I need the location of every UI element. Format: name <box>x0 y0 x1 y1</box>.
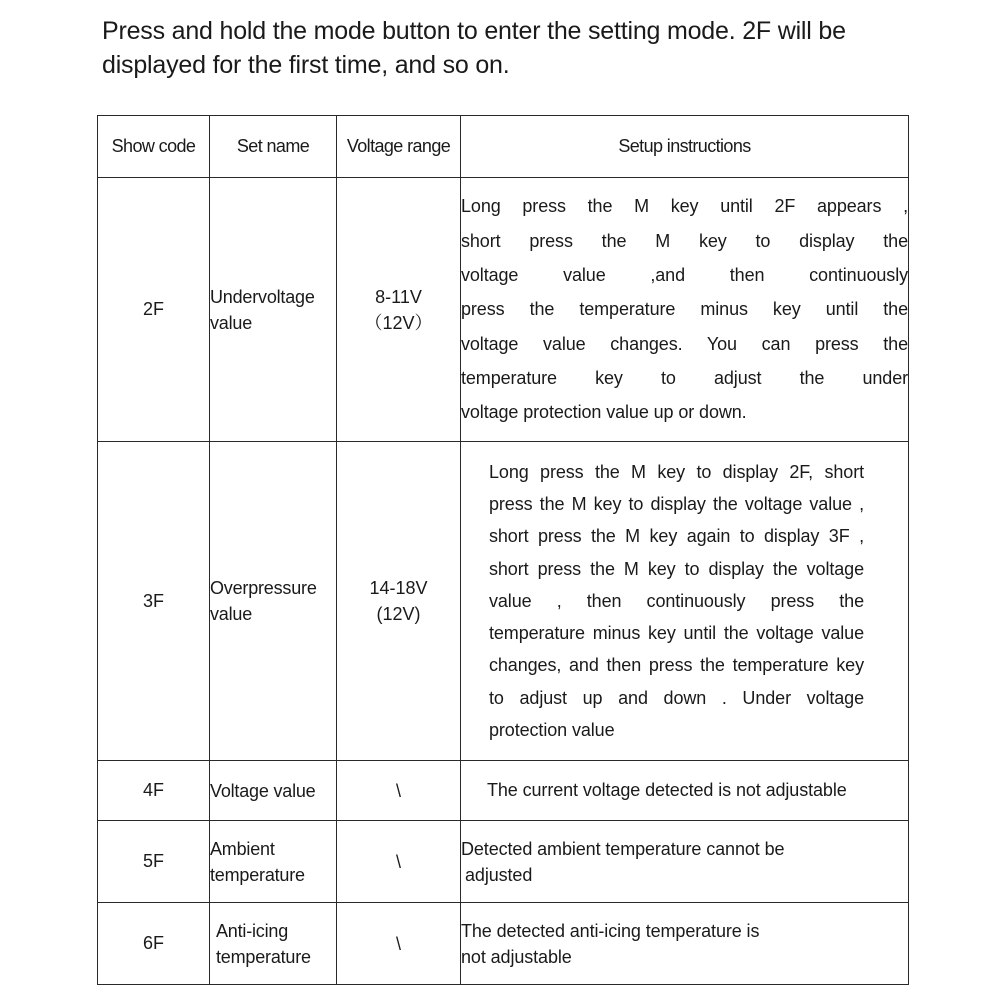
set-name-cell <box>210 903 337 985</box>
show-code-cell: 4F <box>98 761 210 821</box>
instruction-line: Long press the M key until 2F appears , <box>461 196 908 217</box>
set-name-line: Anti-icing <box>216 920 289 941</box>
set-name-line: temperature <box>210 864 305 885</box>
instruction-line: temperature key to adjust the under <box>461 367 908 388</box>
set-name-cell <box>210 821 337 903</box>
intro-line-2: displayed for the first time, and so on. <box>102 51 510 79</box>
voltage-range-line: 14-18V <box>369 578 428 598</box>
set-name-line: Ambient <box>210 838 275 859</box>
set-name-cell: Voltage value <box>210 761 337 821</box>
table-row <box>98 903 909 985</box>
voltage-range-line: (12V) <box>376 604 421 624</box>
instruction-line: adjusted <box>465 864 533 885</box>
voltage-range-cell: \ <box>337 821 461 903</box>
instruction-line: voltage protection value up or down. <box>461 402 747 423</box>
voltage-range-line: （12V） <box>364 312 433 333</box>
table-row <box>98 821 909 903</box>
instruction-line: press the temperature minus key until the <box>461 299 908 320</box>
set-name-line: Overpressure <box>210 578 317 598</box>
set-name-cell <box>210 178 337 442</box>
instruction-line: value , then continuously press the <box>489 590 864 611</box>
setup-instructions-cell <box>461 903 909 985</box>
show-code-cell: 6F <box>98 903 210 985</box>
header-set-name: Set name <box>210 116 337 178</box>
header-setup-instructions: Setup instructions <box>461 116 909 178</box>
voltage-range-line: 8-11V <box>375 286 422 307</box>
set-name-line: temperature <box>216 946 311 967</box>
instruction-line: protection value <box>489 719 615 740</box>
setup-instructions-cell <box>461 821 909 903</box>
instruction-line: short press the M key to display the <box>461 230 908 251</box>
voltage-range-cell <box>337 442 461 761</box>
setup-instructions-cell <box>461 178 909 442</box>
show-code-cell: 3F <box>98 442 210 761</box>
instruction-line: The detected anti-icing temperature is <box>461 920 760 941</box>
setup-instructions-cell <box>461 442 909 761</box>
intro-line-1: Press and hold the mode button to enter the setting mode. 2F will be <box>102 17 846 45</box>
setup-instructions-cell: The current voltage detected is not adjustable <box>461 761 909 821</box>
set-name-line: Undervoltage <box>210 286 315 307</box>
table-row <box>98 761 909 821</box>
voltage-range-cell <box>337 178 461 442</box>
header-show-code: Show code <box>98 116 210 178</box>
show-code-cell: 5F <box>98 821 210 903</box>
intro-paragraph <box>102 14 982 82</box>
instruction-line: press the M key to display the voltage value , <box>489 494 864 515</box>
instruction-line: voltage value ,and then continuously <box>461 265 908 286</box>
show-code-cell: 2F <box>98 178 210 442</box>
instruction-line: Detected ambient temperature cannot be <box>461 838 785 859</box>
set-name-cell <box>210 442 337 761</box>
voltage-range-cell: \ <box>337 903 461 985</box>
instruction-line: short press the M key again to display 3F , <box>489 526 864 547</box>
instruction-line: voltage value changes. You can press the <box>461 333 908 354</box>
instruction-line: changes, and then press the temperature key <box>489 655 864 676</box>
voltage-range-cell: \ <box>337 761 461 821</box>
table-row <box>98 442 909 761</box>
instruction-line: not adjustable <box>461 946 572 967</box>
set-name-line: value <box>210 604 253 624</box>
instruction-line: to adjust up and down . Under voltage <box>489 687 864 708</box>
header-voltage-range: Voltage range <box>337 116 461 178</box>
table-row <box>98 178 909 442</box>
instruction-line: short press the M key to display the voltage <box>489 558 864 579</box>
instruction-line: Long press the M key to display 2F, short <box>489 462 864 483</box>
set-name-line: value <box>210 312 253 333</box>
settings-table <box>97 115 909 985</box>
instruction-line: temperature minus key until the voltage value <box>489 623 864 644</box>
table-header-row <box>98 116 909 178</box>
